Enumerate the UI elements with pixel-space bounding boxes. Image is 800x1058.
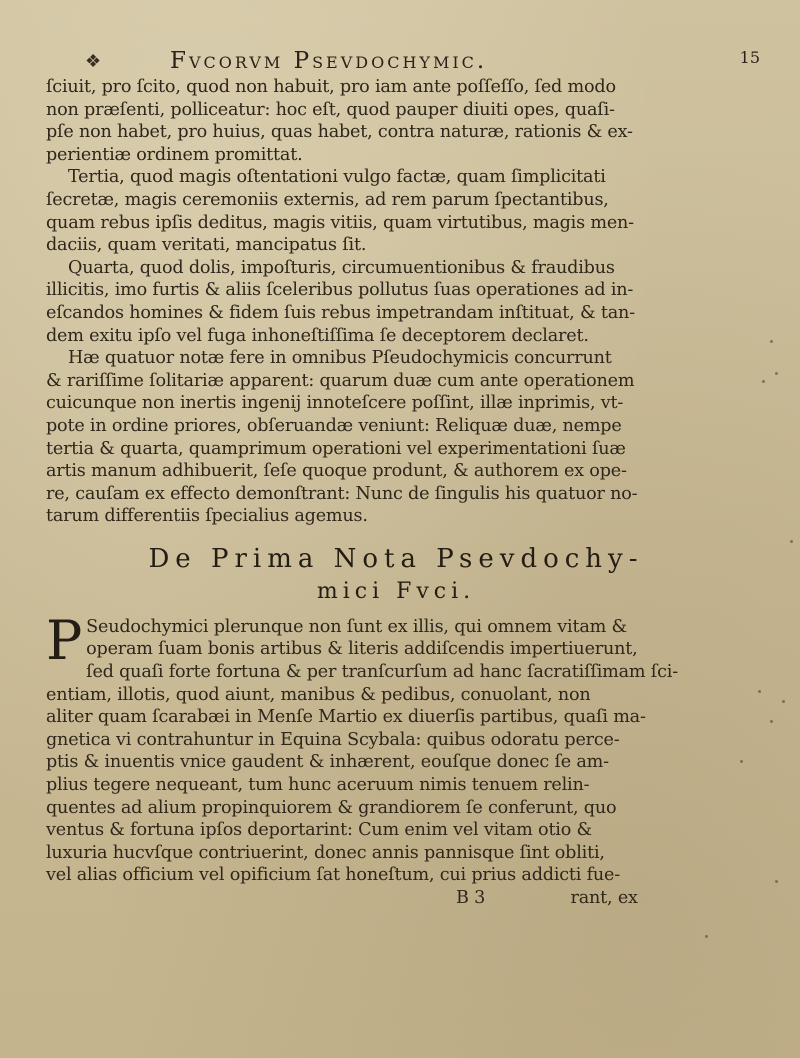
text-line: entiam, illotis, quod aiunt, manibus & pedibus, conuolant, non — [46, 684, 591, 705]
text-line: tarum differentiis ſpecialius agemus. — [46, 506, 368, 527]
section-text — [46, 608, 746, 887]
text-line: ptis & inuentis vnice gaudent & inhærent, eouſque donec ſe am- — [46, 752, 609, 773]
text-line: daciis, quam veritati, mancipatus ſit. — [46, 235, 367, 256]
text-line: Seudochymici plerunque non ſunt ex illis, qui omnem vitam & — [86, 616, 627, 637]
text-line: tertia & quarta, quamprimum operationi vel experimentationi ſuæ — [46, 438, 626, 459]
page-header — [60, 38, 760, 78]
paper-speck — [705, 935, 708, 938]
section-gap — [46, 608, 746, 616]
text-line: operam ſuam bonis artibus & literis addiſcendis impertiuerunt, — [86, 639, 638, 660]
paper-speck — [740, 760, 743, 763]
paper-speck — [770, 720, 773, 723]
page-body — [46, 76, 746, 910]
footer-line — [46, 887, 746, 910]
text-line: pote in ordine priores, obſeruandæ veniunt: Reliquæ duæ, nempe — [46, 415, 622, 436]
text-line: ſciuit, pro ſcito, quod non habuit, pro iam ante poſſeſſo, ſed modo — [46, 77, 616, 97]
text-line: perientiæ ordinem promittat. — [46, 144, 303, 165]
text-line: luxuria hucvſque contriuerint, donec annis pannisque ſint obliti, — [46, 842, 605, 863]
text-line: Quarta, quod dolis, impoſturis, circumuentionibus & fraudibus — [68, 257, 615, 278]
signature-mark: B 3 — [456, 888, 486, 908]
text-line: & rariſſime ſolitariæ apparent: quarum duæ cum ante operationem — [46, 370, 635, 391]
paper-speck — [775, 880, 778, 883]
text-line: aliter quam ſcarabæi in Menſe Martio ex diuerſis partibus, quaſi ma- — [46, 707, 646, 728]
text-line: Hæ quatuor notæ fere in omnibus Pſeudochymicis concurrunt — [68, 348, 612, 369]
paragraph-block — [46, 76, 746, 528]
drop-cap: P — [46, 608, 83, 672]
text-line: ſed quaſi forte fortuna & per tranſcurſum ad hanc ſacratiſſimam ſci- — [86, 662, 678, 683]
section-heading-line-1: De Prima Nota Psevdochy- — [148, 543, 644, 574]
page-number: 15 — [739, 48, 760, 67]
text-line: Tertia, quod magis oſtentationi vulgo factæ, quam ſimplicitati — [68, 167, 606, 188]
paper-speck — [790, 540, 793, 543]
text-line: re, cauſam ex effecto demonſtrant: Nunc de ſingulis his quatuor no- — [46, 483, 638, 504]
running-head: Fvcorvm Psevdochymic. — [170, 48, 488, 74]
text-line: vel alias officium vel opificium ſat honeſtum, cui prius addicti fue- — [46, 865, 620, 886]
text-line: quam rebus ipſis deditus, magis vitiis, quam virtutibus, magis men- — [46, 212, 634, 233]
ornament-icon: ❖ — [85, 51, 102, 72]
paper-speck — [782, 700, 785, 703]
text-line: illicitis, imo furtis & aliis ſceleribus pollutus ſuas operationes ad in- — [46, 280, 634, 301]
text-line: non præſenti, polliceatur: hoc eſt, quod pauper diuiti opes, quaſi- — [46, 99, 615, 120]
text-line: cuicunque non inertis ingenij innoteſcere poſſint, illæ inprimis, vt- — [46, 393, 624, 414]
text-line: ſecretæ, magis ceremoniis externis, ad rem parum ſpectantibus, — [46, 189, 609, 210]
paper-speck — [775, 372, 778, 375]
section-gap — [46, 528, 746, 542]
text-line: eſcandos homines & fidem ſuis rebus impetrandam inſtituat, & tan- — [46, 302, 635, 323]
paper-speck — [770, 340, 773, 343]
text-line: plius tegere nequeant, tum hunc aceruum nimis tenuem relin- — [46, 775, 590, 796]
catchword: rant, ex — [570, 888, 638, 908]
text-line: gnetica vi contrahuntur in Equina Scybala: quibus odoratu perce- — [46, 729, 620, 750]
paper-speck — [762, 380, 765, 383]
paper-speck — [758, 690, 761, 693]
section-heading-line-2: mici Fvci. — [316, 578, 476, 604]
text-line: dem exitu ipſo vel fuga inhoneſtiſſima ſe deceptorem declaret. — [46, 325, 589, 346]
text-line: quentes ad alium propinquiorem & grandiorem ſe conferunt, quo — [46, 797, 617, 818]
section-paragraph — [46, 608, 746, 887]
text-line: artis manum adhibuerit, ſeſe quoque produnt, & authorem ex ope- — [46, 461, 627, 482]
text-line: ventus & fortuna ipſos deportarint: Cum enim vel vitam otio & — [46, 820, 592, 841]
text-line: pſe non habet, pro huius, quas habet, contra naturæ, rationis & ex- — [46, 122, 633, 143]
